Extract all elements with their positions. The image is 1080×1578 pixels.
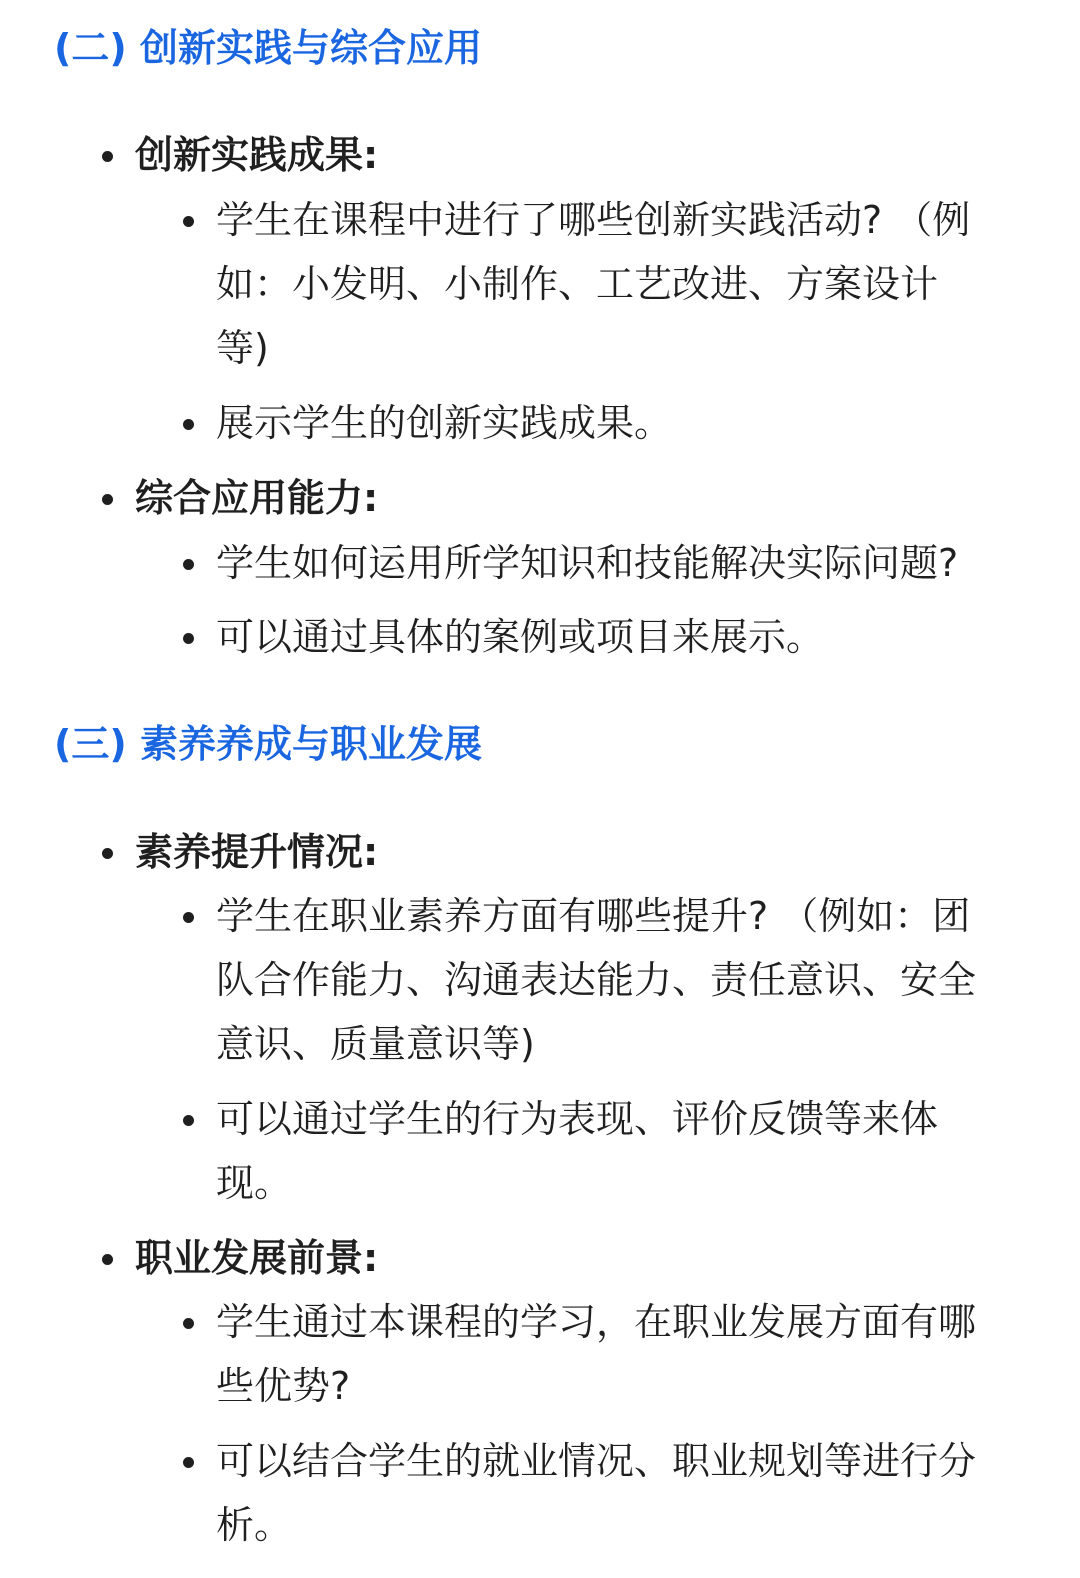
list-item-line: 可以通过具体的案例或项目来展示。 <box>216 615 825 659</box>
list-item-line: 析。 <box>216 1503 293 1547</box>
list-item <box>216 531 1022 595</box>
list-item <box>216 1290 1022 1418</box>
bullet-innovation-results-title: 创新实践成果: <box>135 131 1015 179</box>
list-item-line: 如：小发明、小制作、工艺改进、方案设计 <box>216 262 939 306</box>
list-item-line: 队合作能力、沟通表达能力、责任意识、安全 <box>216 958 977 1002</box>
section-heading-literacy: (三) 素养养成与职业发展 <box>54 722 482 766</box>
list-item <box>216 605 1022 669</box>
list-item-line: 意识、质量意识等) <box>216 1022 535 1066</box>
list-item-line: 等) <box>216 326 269 370</box>
list-item-line: 可以结合学生的就业情况、职业规划等进行分 <box>216 1439 977 1483</box>
list-item-line: 学生在职业素养方面有哪些提升? （例如：团 <box>216 894 971 938</box>
list-item-line: 学生如何运用所学知识和技能解决实际问题? <box>216 541 959 585</box>
list-item <box>216 1087 1022 1215</box>
list-item <box>216 884 1022 1076</box>
section-heading-innovation: (二) 创新实践与综合应用 <box>54 26 482 70</box>
list-item <box>216 1429 1022 1557</box>
list-item-line: 展示学生的创新实践成果。 <box>216 401 673 445</box>
list-item-line: 学生通过本课程的学习，在职业发展方面有哪 <box>216 1300 977 1344</box>
list-item <box>216 188 1022 380</box>
list-item-line: 学生在课程中进行了哪些创新实践活动? （例 <box>216 198 971 242</box>
bullet-applied-ability-title: 综合应用能力: <box>135 474 1015 522</box>
list-item-line: 现。 <box>216 1161 293 1205</box>
bullet-literacy-improvement-title: 素养提升情况: <box>135 828 1015 876</box>
list-item-line: 可以通过学生的行为表现、评价反馈等来体 <box>216 1097 939 1141</box>
bullet-career-prospects-title: 职业发展前景: <box>135 1234 1015 1282</box>
list-item-line: 些优势? <box>216 1364 351 1408</box>
list-item <box>216 391 1022 455</box>
